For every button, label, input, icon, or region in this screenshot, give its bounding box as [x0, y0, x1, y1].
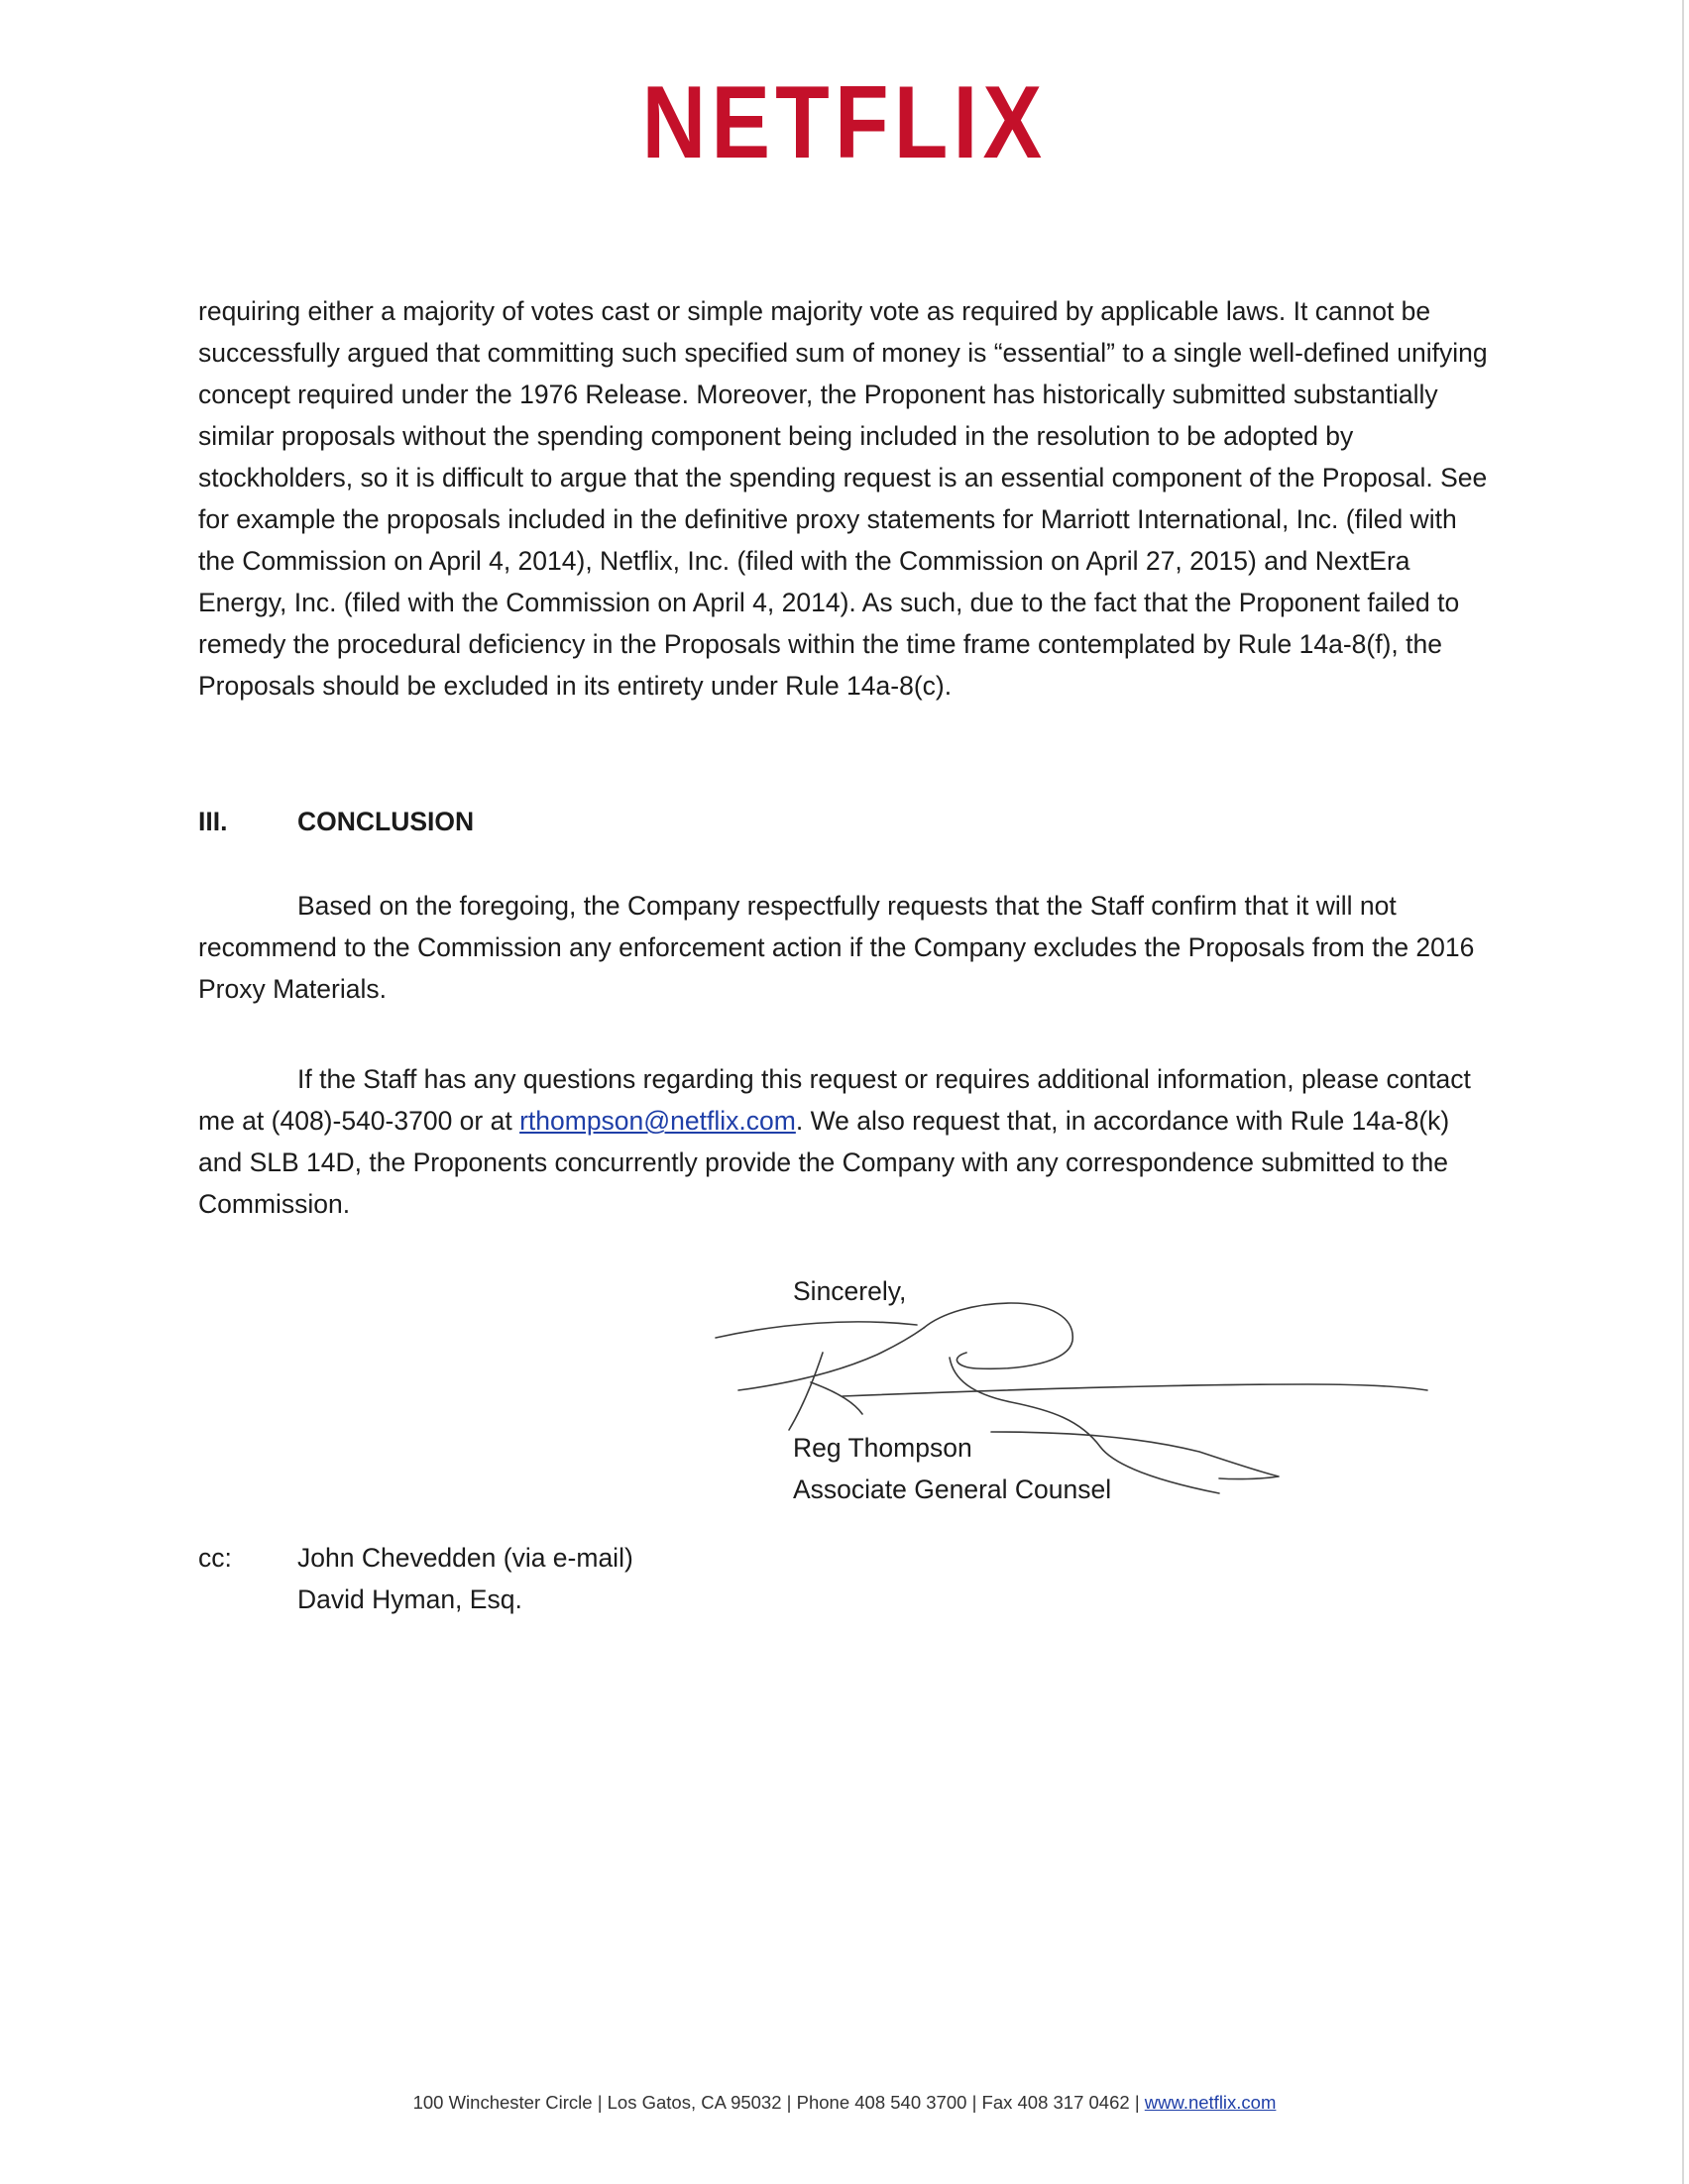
signer-title: Associate General Counsel: [793, 1474, 1112, 1504]
section-title: CONCLUSION: [297, 807, 475, 836]
section-number: III.: [198, 807, 228, 836]
cc-recipient: David Hyman, Esq.: [297, 1584, 522, 1614]
body-paragraph-1: requiring either a majority of votes cast or simple majority vote as required by applicable laws. It cannot be successfully argued that committing such specified sum of money is “essential” to a single well-defined unifying concept required under the 1976 Release. Moreover, the Proponent has historically submitted substantially similar proposals without the spending component being included in the resolution to be adopted by stockholders, so it is difficult to argue that the spending request is an essential component of the Proposal. See for example the proposals included in the definitive proxy statements for Marriott International, Inc. (filed with the Commission on April 4, 2014), Netflix, Inc. (filed with the Commission on April 27, 2015) and NextEra Energy, Inc. (filed with the Commission on April 4, 2014). As such, due to the fact that the Proponent failed to remedy the procedural deficiency in the Proposals within the time frame contemplated by Rule 14a-8(f), the Proposals should be excluded in its entirety under Rule 14a-8(c).: [198, 296, 1488, 701]
footer-city: Los Gatos, CA 95032: [607, 2092, 782, 2113]
body-paragraph-3: [198, 1058, 1497, 1225]
letterhead-footer: [0, 2092, 1689, 2114]
footer-separator: |: [1134, 2092, 1140, 2113]
footer-website-link[interactable]: www.netflix.com: [1144, 2092, 1277, 2113]
cc-label: cc:: [198, 1543, 232, 1573]
page-edge-rule: [1682, 0, 1684, 2184]
footer-separator: |: [971, 2092, 977, 2113]
footer-fax: Fax 408 317 0462: [981, 2092, 1130, 2113]
footer-address: 100 Winchester Circle: [412, 2092, 593, 2113]
cc-recipient-list: [297, 1537, 633, 1620]
body-paragraph-2: Based on the foregoing, the Company respectfully requests that the Staff confirm that it will not recommend to the Commission any enforcement action if the Company excludes the Proposals from the 2016 Proxy Materials.: [198, 891, 1475, 1004]
signer-name: Reg Thompson: [793, 1433, 972, 1463]
footer-separator: |: [597, 2092, 603, 2113]
email-link[interactable]: rthompson@netflix.com: [519, 1106, 796, 1136]
netflix-logo: NETFLIX: [641, 65, 1048, 180]
paragraph-3-text-end: . We also request that, in accordance with Rule 14a-8(k) and SLB 14D, the Proponents concurrently provide the Company with any correspondence submitted to the Commission.: [198, 1106, 1450, 1219]
closing-salutation: Sincerely,: [793, 1276, 907, 1306]
paragraph-3-text-start: If the Staff has any questions regarding this request or requires additional information, please contact me at (408)-540-3700 or at: [198, 1064, 1471, 1136]
cc-recipient: John Chevedden (via e-mail): [297, 1543, 633, 1573]
footer-separator: |: [786, 2092, 792, 2113]
footer-phone: Phone 408 540 3700: [796, 2092, 967, 2113]
